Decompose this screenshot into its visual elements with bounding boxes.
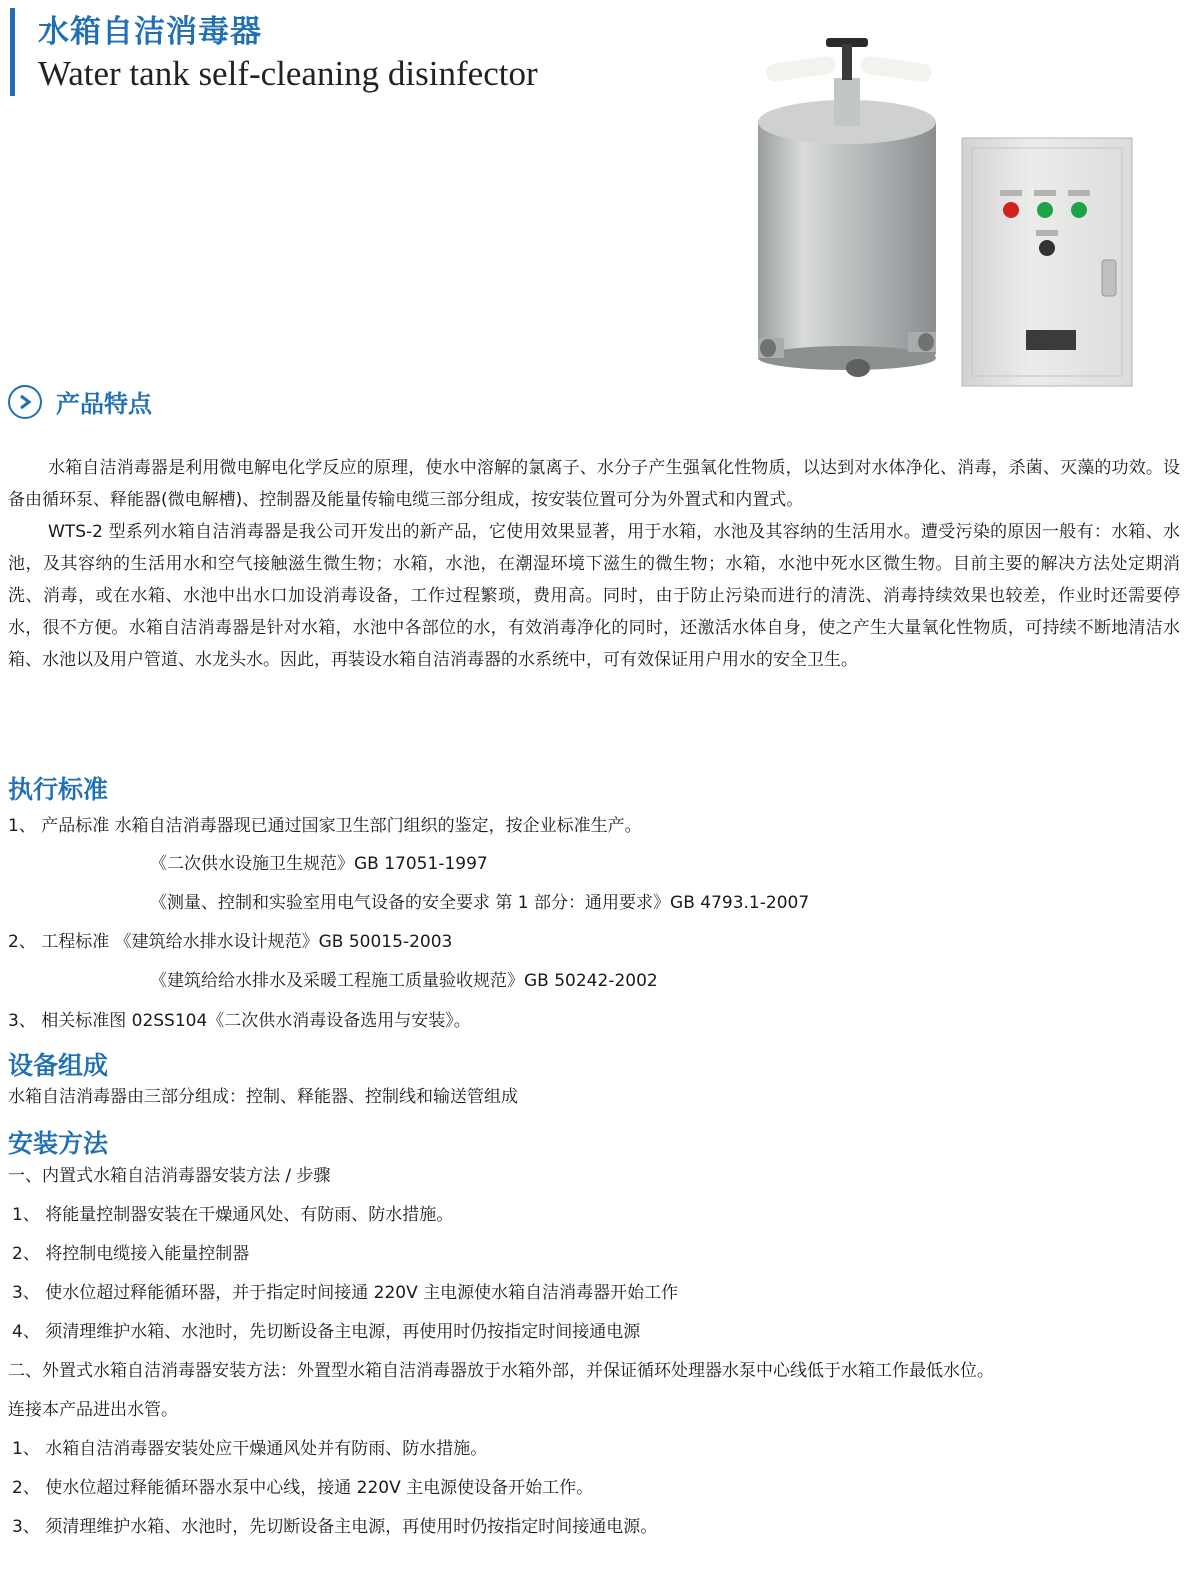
standards-line-2: 《二次供水设施卫生规范》GB 17051-1997 <box>150 854 488 874</box>
features-paragraph-1: 水箱自洁消毒器是利用微电解电化学反应的原理，使水中溶解的氯离子、水分子产生强氧化性物质，以达到对水体净化、消毒，杀菌、灭藻的功效。设备由循环泵、释能器(微电解槽)、控制器及能量传输电缆三部分组成，按安装位置可分为外置式和内置式。 <box>8 458 1180 510</box>
installation-line-9: 2、 使水位超过释能循环器水泵中心线，接通 220V 主电源使设备开始工作。 <box>12 1478 594 1498</box>
standards-title: 执行标准 <box>8 775 109 804</box>
chevron-right-circle-icon <box>8 385 42 419</box>
installation-line-5: 4、 须清理维护水箱、水池时，先切断设备主电源，再使用时仍按指定时间接通电源 <box>12 1322 641 1342</box>
features-header <box>8 384 152 419</box>
installation-line-6: 二、外置式水箱自洁消毒器安装方法：外置型水箱自洁消毒器放于水箱外部，并保证循环处理器水泵中心线低于水箱工作最低水位。 <box>8 1361 994 1381</box>
installation-line-8: 1、 水箱自洁消毒器安装处应干燥通风处并有防雨、防水措施。 <box>12 1439 488 1459</box>
composition-title: 设备组成 <box>8 1051 109 1080</box>
installation-title: 安装方法 <box>8 1129 109 1158</box>
standards-line-6: 3、 相关标准图 02SS104《二次供水消毒设备选用与安装》。 <box>8 1011 471 1031</box>
title-accent-bar <box>10 8 15 96</box>
standards-line-3: 《测量、控制和实验室用电气设备的安全要求 第 1 部分：通用要求》GB 4793.1-2007 <box>150 893 810 913</box>
installation-line-4: 3、 使水位超过释能循环器，并于指定时间接通 220V 主电源使水箱自洁消毒器开始工作 <box>12 1283 679 1303</box>
indicator-red-light <box>1003 202 1019 218</box>
page-subtitle-en: Water tank self-cleaning disinfector <box>38 54 538 93</box>
page-title: 水箱自洁消毒器 <box>38 14 262 50</box>
indicator-green-light <box>1071 202 1087 218</box>
installation-line-2: 1、 将能量控制器安装在干燥通风处、有防雨、防水措施。 <box>12 1205 454 1225</box>
features-body <box>8 452 1180 676</box>
product-photo <box>740 30 1140 390</box>
installation-line-7: 连接本产品进出水管。 <box>8 1400 178 1420</box>
tank-body <box>758 38 936 377</box>
features-paragraph-2: WTS-2 型系列水箱自洁消毒器是我公司开发出的新产品，它使用效果显著，用于水箱，水池及其容纳的生活用水。遭受污染的原因一般有：水箱、水池，及其容纳的生活用水和空气接触滋生微生物；水箱，水池，在潮湿环境下滋生的微生物；水箱，水池中死水区微生物。目前主要的解决方法处定期消洗、消毒，或在水箱、水池中出水口加设消毒设备，工作过程繁琐，费用高。同时，由于防止污染而进行的清洗、消毒持续效果也较差，作业时还需要停水，很不方便。水箱自洁消毒器是针对水箱，水池中各部位的水，有效消毒净化的同时，还激活水体自身，使之产生大量氧化性物质，可持续不断地清洁水箱、水池以及用户管道、水龙头水。因此，再装设水箱自洁消毒器的水系统中，可有效保证用户用水的安全卫生。 <box>8 522 1180 670</box>
installation-line-1: 一、内置式水箱自洁消毒器安装方法 / 步骤 <box>8 1166 331 1186</box>
standards-line-5: 《建筑给给水排水及采暖工程施工质量验收规范》GB 50242-2002 <box>150 971 658 991</box>
composition-text: 水箱自洁消毒器由三部分组成：控制、释能器、控制线和输送管组成 <box>8 1087 518 1107</box>
installation-line-10: 3、 须清理维护水箱、水池时，先切断设备主电源，再使用时仍按指定时间接通电源。 <box>12 1517 658 1537</box>
standards-line-1: 1、 产品标准 水箱自洁消毒器现已通过国家卫生部门组织的鉴定，按企业标准生产。 <box>8 816 642 836</box>
features-title: 产品特点 <box>56 390 152 418</box>
standards-line-4: 2、 工程标准 《建筑给水排水设计规范》GB 50015-2003 <box>8 932 453 952</box>
installation-line-3: 2、 将控制电缆接入能量控制器 <box>12 1244 250 1264</box>
indicator-green-light <box>1037 202 1053 218</box>
control-cabinet <box>962 138 1132 386</box>
